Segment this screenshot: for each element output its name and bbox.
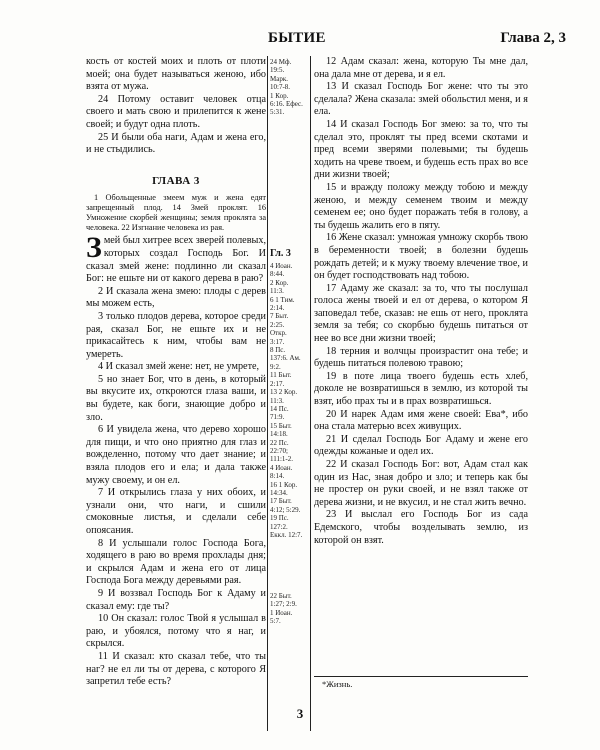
book-title: БЫТИЕ xyxy=(268,30,326,46)
cross-references-bottom xyxy=(270,592,312,626)
cross-reference-line: 24 Мф. xyxy=(270,58,292,66)
cross-reference-line: 6:16. Ефес. xyxy=(270,100,303,109)
drop-cap: З xyxy=(86,231,102,265)
verse-5: 5 но знает Бог, что в день, в который вы вкусите их, откроются глаза ваши, и вы будете, как боги, знающие добро и зло. xyxy=(86,373,266,423)
footnote-rule xyxy=(314,676,528,677)
cross-reference-line: 19 Пс. xyxy=(270,514,289,523)
left-text-column xyxy=(86,56,266,689)
cross-reference-line: 5:7. xyxy=(270,617,281,626)
verse-2: 2 И сказала жена змею: плоды с дерев мы можем есть, xyxy=(86,285,266,310)
verse-24: 24 Потому оставит человек отца своего и мать свою и прилепится к жене своей; и будут одна плоть. xyxy=(86,93,266,130)
cross-reference-line: 8:44. xyxy=(270,270,285,279)
verse-14: 14 И сказал Господь Бог змею: за то, что ты сделал это, проклят ты пред всеми скотами и пред всеми зверями полевыми; ты будешь ходить на чреве твоем, и будешь есть прах во все дни жизни твоей; xyxy=(314,118,528,181)
cross-reference-line: 5:31. xyxy=(270,108,285,117)
cross-reference-line: 11:3. xyxy=(270,287,284,296)
verse-16: 16 Жене сказал: умножая умножу скорбь твою в беременности твоей; в болезни будешь рождать детей; и к мужу твоему влечение твое, и он будет господствовать над тобою. xyxy=(314,232,528,282)
verse-15: 15 и вражду положу между тобою и между женою, и между семенем твоим и между семенем ее; оно будет поражать тебя в голову, а ты будешь жалить его в пяту. xyxy=(314,181,528,231)
cross-reference-line: 19:5. xyxy=(270,66,285,75)
cross-reference-line: 71:9. xyxy=(270,413,285,422)
cross-reference-chapter-label: Гл. 3 xyxy=(270,248,291,259)
cross-reference-line: 111:1-2. xyxy=(270,455,294,464)
verse-continuation: кость от костей моих и плоть от плоти моей; она будет называться женою, ибо взята от мужа. xyxy=(86,56,266,93)
cross-reference-line: 4 Иоан. xyxy=(270,463,293,472)
verse-19: 19 в поте лица твоего будешь есть хлеб, доколе не возвратишься в землю, из которой ты взят, ибо прах ты и в прах возвратишься. xyxy=(314,370,528,408)
verse-20: 20 И нарек Адам имя жене своей: Ева*, ибо она стала матерью всех живущих. xyxy=(314,408,528,433)
verse-1-text: мей был хитрее всех зверей полевых, которых создал Господь Бог. И сказал змей жене: подлинно ли сказал Бог: не ешьте ни от какого дерева в раю? xyxy=(86,235,266,285)
column-divider-left xyxy=(267,56,268,731)
cross-reference-line: 1:27; 2:9. xyxy=(270,600,297,609)
cross-references-top xyxy=(270,58,312,117)
cross-reference-line: 14:34. xyxy=(270,488,288,497)
verse-8: 8 И услышали голос Господа Бога, ходящего в раю во время прохлады дня; и скрылся Адам и жена его от лица Господа Бога между деревьями рая. xyxy=(86,537,266,587)
verse-3: 3 только плодов дерева, которое среди рая, сказал Бог, не ешьте их и не прикасайтесь к ним, чтобы вам не умереть. xyxy=(86,310,266,360)
verse-22: 22 И сказал Господь Бог: вот, Адам стал как один из Нас, зная добро и зло; и теперь как бы не простер он руки своей, и не взял также от дерева жизни, и не вкусил, и не стал жить вечно. xyxy=(314,459,528,508)
cross-reference-line: 2 Кор. xyxy=(270,278,289,287)
cross-reference-line: 11 Быт. xyxy=(270,371,292,380)
cross-reference-line: 16 1 Кор. xyxy=(270,480,298,489)
cross-reference-line: Марк. xyxy=(270,74,288,83)
cross-reference-line: 4:12; 5:29. xyxy=(270,505,301,514)
chapter-heading: ГЛАВА 3 xyxy=(152,174,200,187)
page-number: 3 xyxy=(296,706,304,721)
cross-reference-line: 127:2. xyxy=(270,522,288,531)
cross-reference-line: 1 Кор. xyxy=(270,91,289,100)
verse-17: 17 Адаму же сказал: за то, что ты послушал голоса жены твоей и ел от дерева, о котором Я заповедал тебе, сказав: не ешь от него, проклята земля за тебя; со скорбью будешь питаться от нее во все дни жизни твоей; xyxy=(314,282,528,345)
cross-reference-line: 3:17. xyxy=(270,337,285,346)
cross-reference-line: 15 Быт. xyxy=(270,421,292,430)
verse-13: 13 И сказал Господь Бог жене: что ты это сделала? Жена сказала: змей обольстил меня, и я ела. xyxy=(314,81,528,118)
chapter-reference: Глава 2, 3 xyxy=(500,30,566,46)
cross-reference-line: 9:2. xyxy=(270,362,281,371)
cross-reference-line: 2:17. xyxy=(270,379,285,388)
verse-1 xyxy=(86,231,266,285)
cross-reference-line: 22 Пс. xyxy=(270,438,289,447)
cross-reference-line: 8 Пс. xyxy=(270,346,286,355)
cross-reference-line: 2:14. xyxy=(270,304,285,313)
verse-23: 23 И выслал его Господь Бог из сада Едемского, чтобы возделывать землю, из которой он взят. xyxy=(314,509,528,546)
cross-reference-line: 22 Быт. xyxy=(270,592,292,600)
verse-4: 4 И сказал змей жене: нет, не умрете, xyxy=(98,361,260,373)
cross-reference-line: 137:6. Ам. xyxy=(270,354,301,363)
running-header xyxy=(0,30,600,52)
cross-reference-line: 4 Иоан. xyxy=(270,262,293,270)
cross-reference-line: 14 Пс. xyxy=(270,404,289,413)
cross-reference-line: 8:14. xyxy=(270,472,285,481)
verse-6: 6 И увидела жена, что дерево хорошо для пищи, и что оно приятно для глаз и вожделенно, потому что дает знание; и взяла плодов его и ела; и дала также мужу своему, и он ел. xyxy=(86,424,266,486)
cross-reference-line: 11:3. xyxy=(270,396,284,405)
cross-reference-line: 14:18. xyxy=(270,430,288,439)
verse-12: 12 Адам сказал: жена, которую Ты мне дал, она дала мне от дерева, и я ел. xyxy=(314,56,528,80)
right-text-column xyxy=(314,56,528,547)
cross-reference-line: Еккл. 12:7. xyxy=(270,531,303,539)
cross-reference-line: Откр. xyxy=(270,329,287,338)
cross-reference-line: 13 2 Кор. xyxy=(270,388,298,397)
cross-reference-line: 1 Иоан. xyxy=(270,608,293,617)
chapter-summary: 1 Обольщенные змеем муж и жена едят запрещенный плод. 14 Змей проклят. 16 Умножение скорбей женщины; земля проклята за человека. 22 Изгнание человека из рая. xyxy=(86,193,266,233)
verse-21: 21 И сделал Господь Бог Адаму и жене его одежды кожаные и одел их. xyxy=(314,433,528,458)
verse-25: 25 И были оба наги, Адам и жена его, и не стыдились. xyxy=(86,131,266,156)
cross-reference-line: 10:7-8. xyxy=(270,83,291,92)
cross-references-middle xyxy=(270,262,312,539)
cross-reference-line: 17 Быт. xyxy=(270,497,292,506)
cross-reference-line: 6 1 Тим. xyxy=(270,295,295,304)
verse-7: 7 И открылись глаза у них обоих, и узнали они, что наги, и сшили смоковные листья, и сделали себе опоясания. xyxy=(86,487,266,536)
verse-9: 9 И воззвал Господь Бог к Адаму и сказал ему: где ты? xyxy=(86,587,266,612)
cross-reference-line: 22:70; xyxy=(270,446,288,455)
verse-18: 18 терния и волчцы произрастит она тебе; и будешь питаться полевою травою; xyxy=(314,345,528,370)
verse-11: 11 И сказал: кто сказал тебе, что ты наг? не ел ли ты от дерева, с которого Я запретил тебе есть? xyxy=(86,650,266,688)
footnote: *Жизнь. xyxy=(322,679,353,689)
cross-reference-line: 7 Быт. xyxy=(270,312,289,321)
cross-reference-line: 2:25. xyxy=(270,320,285,329)
verse-10: 10 Он сказал: голос Твой я услышал в раю, и убоялся, потому что я наг, и скрылся. xyxy=(86,613,266,650)
